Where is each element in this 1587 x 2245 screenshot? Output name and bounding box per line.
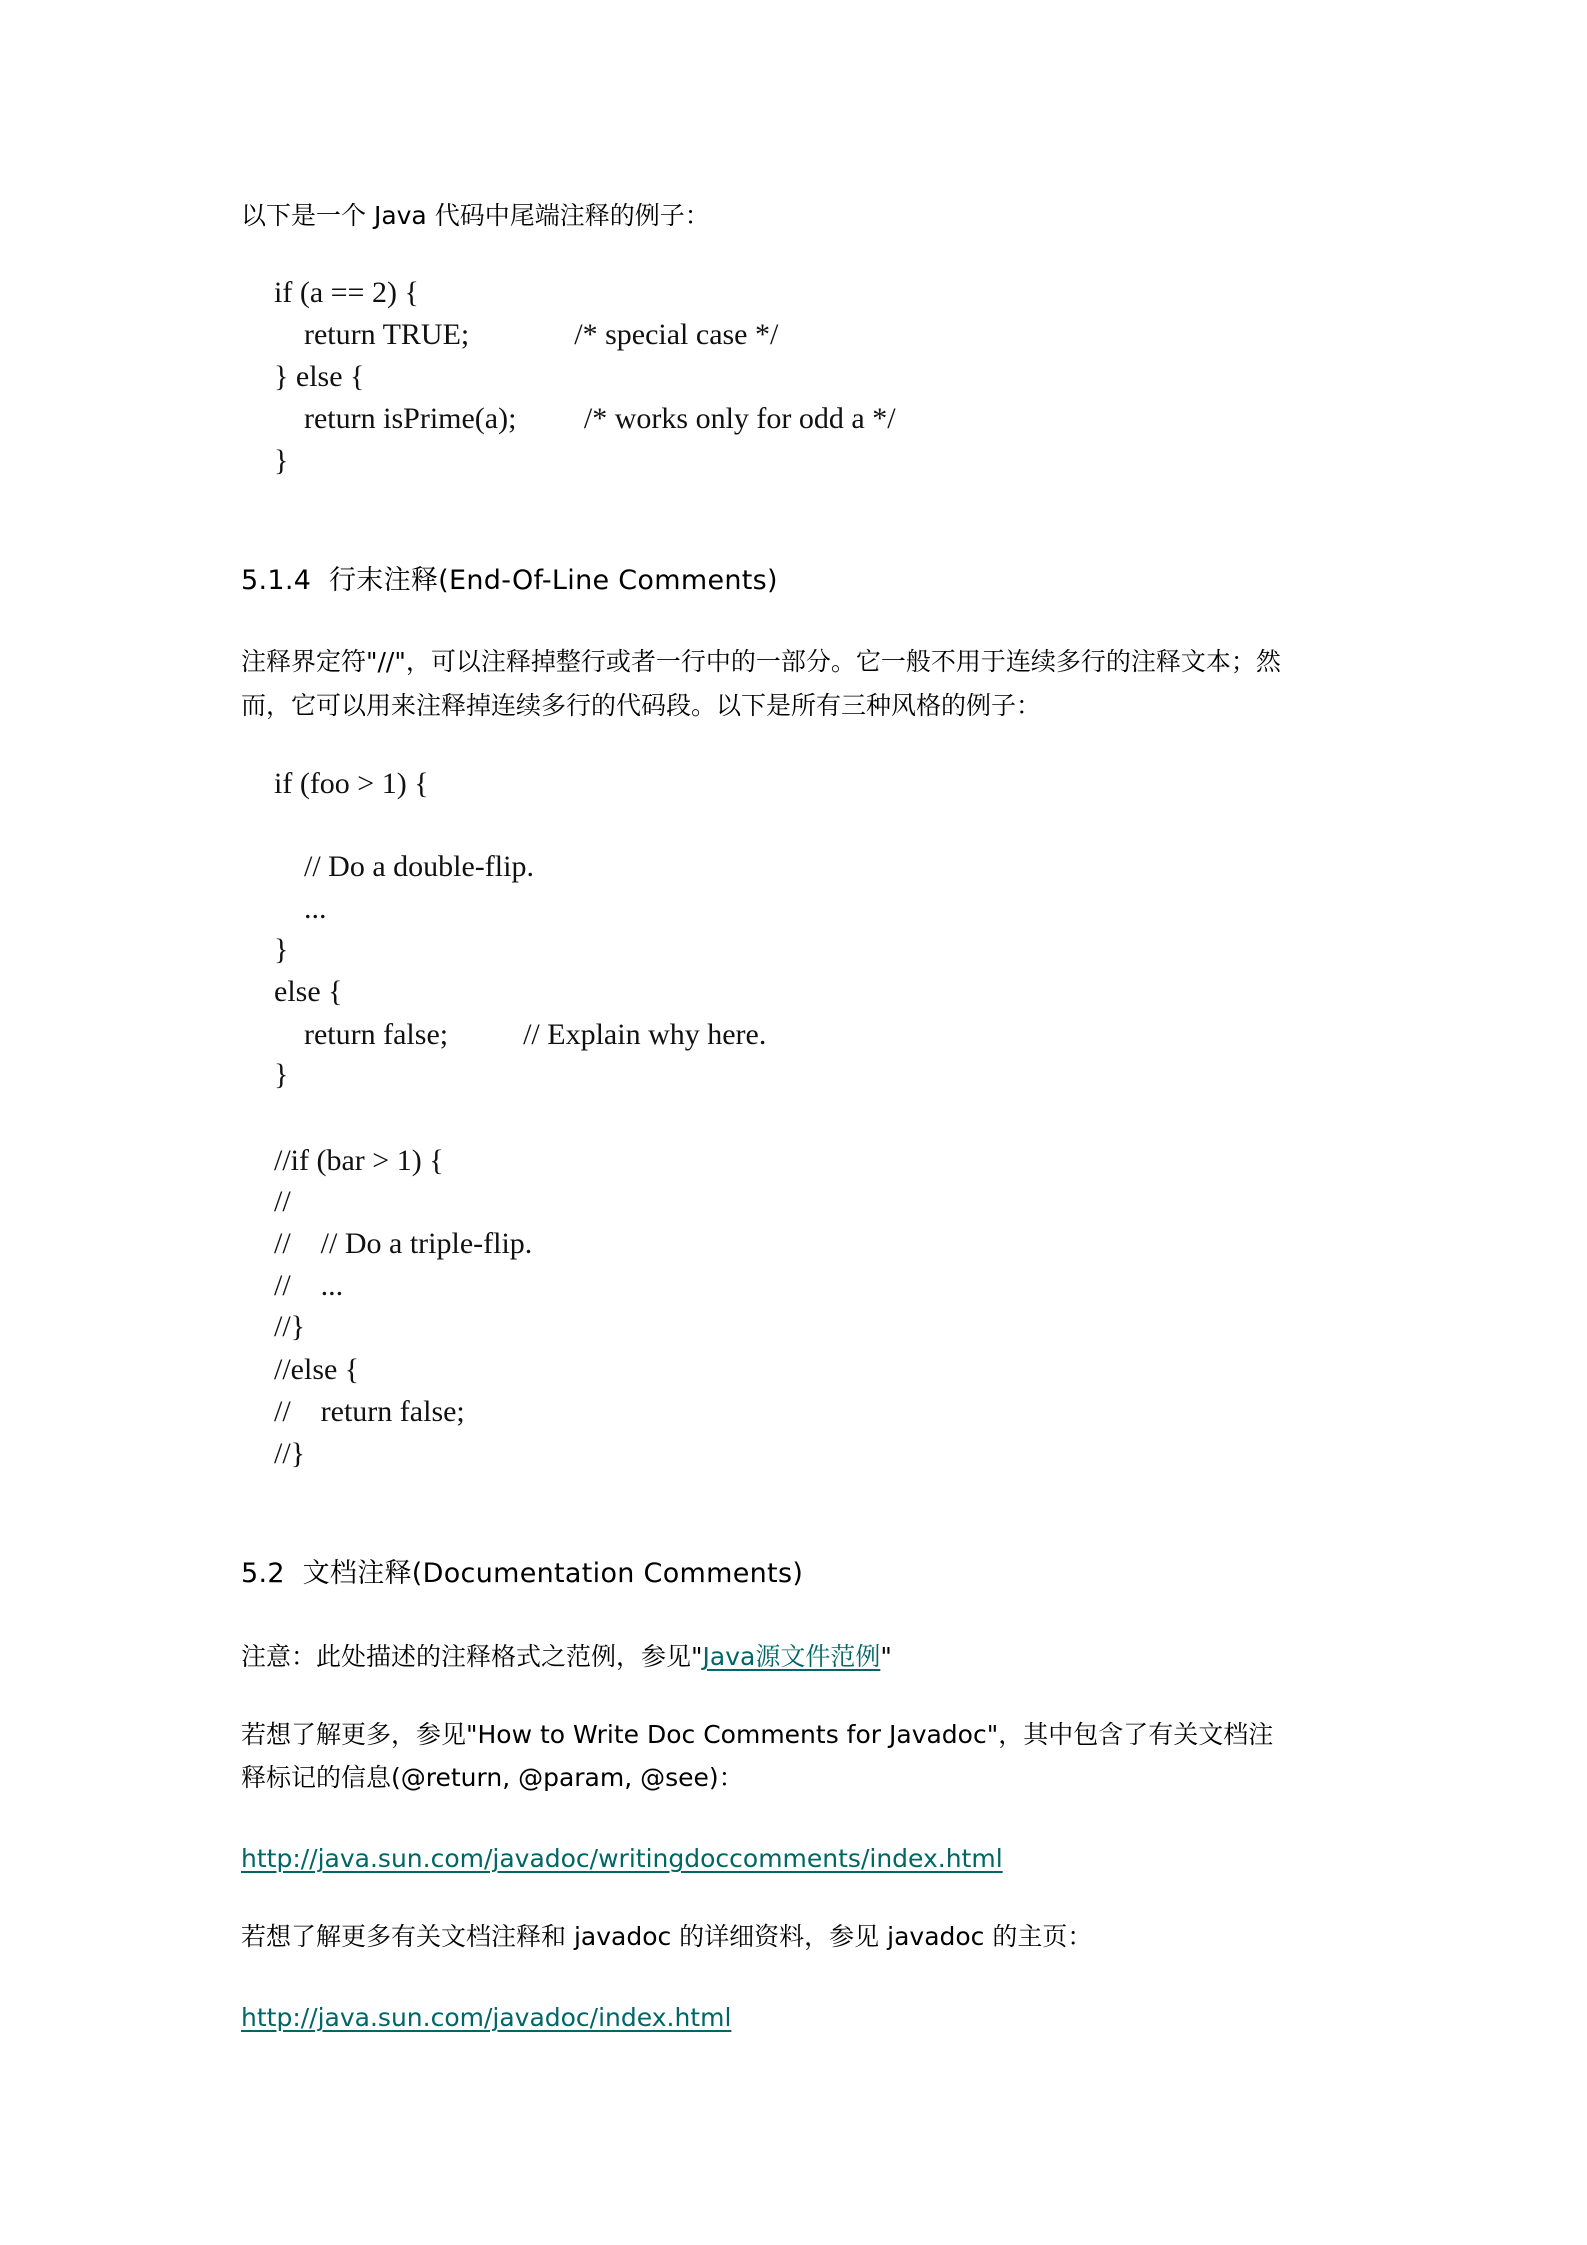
code-line: }: [274, 444, 289, 477]
javadoc-home-link[interactable]: http://java.sun.com/javadoc/index.html: [241, 2003, 732, 2032]
paragraph-line: 而，它可以用来注释掉连续多行的代码段。以下是所有三种风格的例子：: [241, 691, 1042, 720]
paragraph-line: 释标记的信息(@return, @param, @see)：: [241, 1763, 744, 1792]
paragraph-line: 若想了解更多有关文档注释和 javadoc 的详细资料，参见 javadoc 的主页：: [241, 1922, 1093, 1951]
paragraph-line: 注释界定符"//"，可以注释掉整行或者一行中的一部分。它一般不用于连续多行的注释文本；然: [241, 647, 1281, 676]
code-line: }: [274, 1058, 289, 1091]
code-line: //if (bar > 1) {: [274, 1144, 444, 1177]
code-line: // ...: [274, 1269, 344, 1302]
link-line: [241, 1844, 1003, 1874]
section-heading-5-2: 5.2 文档注释(Documentation Comments): [241, 1558, 804, 1589]
code-line: //else {: [274, 1353, 360, 1386]
code-line: if (foo > 1) {: [274, 767, 429, 800]
code-line: return false; // Explain why here.: [274, 1018, 767, 1051]
code-line: } else {: [274, 360, 365, 393]
java-source-example-link[interactable]: Java源文件范例: [702, 1642, 881, 1671]
note-prefix: 注意：此处描述的注释格式之范例，参见": [241, 1642, 703, 1671]
code-line: // return false;: [274, 1395, 465, 1428]
intro-text: 以下是一个 Java 代码中尾端注释的例子：: [241, 201, 710, 230]
code-line: // // Do a triple-flip.: [274, 1227, 533, 1260]
code-line: //}: [274, 1437, 306, 1470]
link-line: [241, 2003, 731, 2033]
code-line: else {: [274, 975, 343, 1008]
code-line: // Do a double-flip.: [274, 850, 534, 883]
code-line: }: [274, 933, 289, 966]
code-line: ...: [274, 892, 327, 925]
code-line: //}: [274, 1310, 306, 1343]
note-line: [241, 1642, 892, 1672]
writing-doc-comments-link[interactable]: http://java.sun.com/javadoc/writingdoccomments/index.html: [241, 1844, 1003, 1873]
code-line: //: [274, 1185, 291, 1218]
code-line: if (a == 2) {: [274, 276, 419, 309]
paragraph-line: 若想了解更多，参见"How to Write Doc Comments for Javadoc"，其中包含了有关文档注: [241, 1720, 1274, 1749]
note-suffix: ": [880, 1642, 892, 1671]
code-line: return isPrime(a); /* works only for odd a */: [274, 402, 896, 435]
code-line: return TRUE; /* special case */: [274, 318, 779, 351]
section-heading-5-1-4: 5.1.4 行末注释(End-Of-Line Comments): [241, 565, 778, 596]
